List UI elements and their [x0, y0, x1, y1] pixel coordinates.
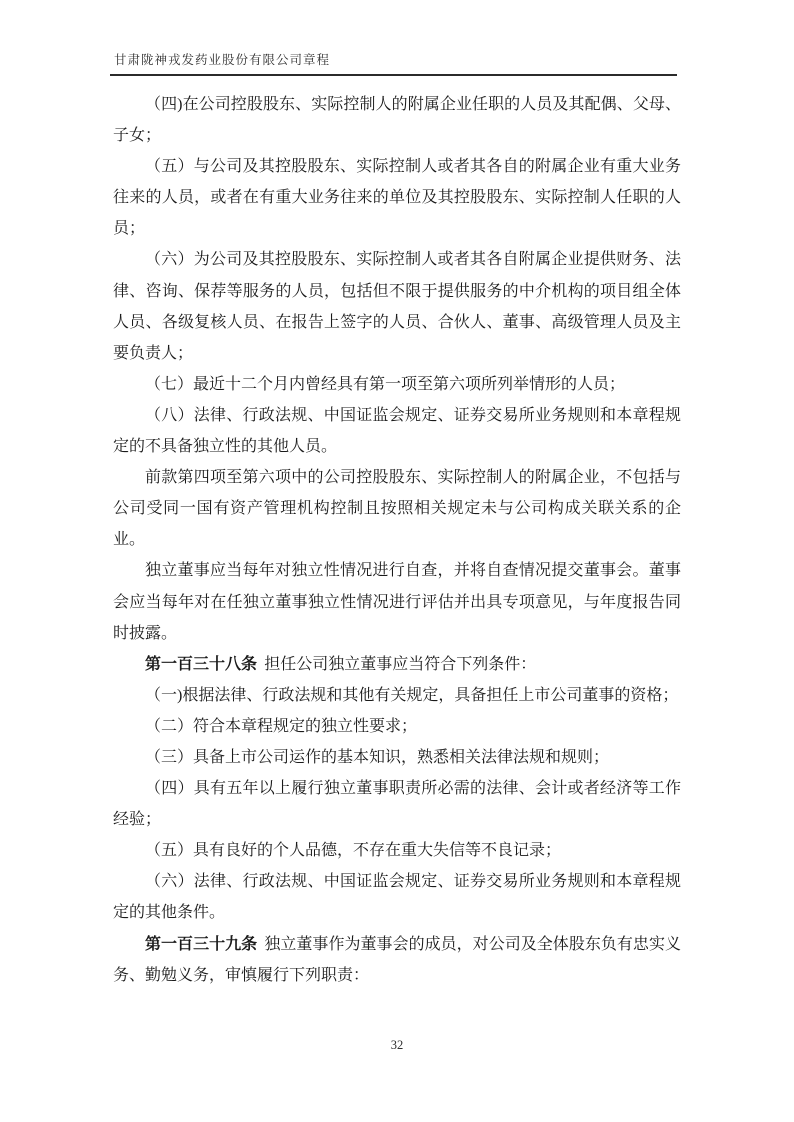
- condition-item-6: （六）法律、行政法规、中国证监会规定、证券交易所业务规则和本章程规定的其他条件。: [113, 873, 681, 922]
- header-title: 甘肃陇神戎发药业股份有限公司章程: [114, 53, 331, 67]
- condition-item-4: （四）具有五年以上履行独立董事职责所必需的法律、会计或者经济等工作经验；: [113, 780, 681, 829]
- paragraph-proviso: 前款第四项至第六项中的公司控股股东、实际控制人的附属企业，不包括与公司受同一国有资产管理机构控制且按照相关规定未与公司构成关联关系的企业。: [113, 469, 681, 549]
- article-number-139: 第一百三十九条: [145, 935, 258, 953]
- page-footer: [0, 1036, 794, 1054]
- paragraph-article-138: [113, 649, 681, 680]
- page-number: 32: [390, 1038, 404, 1052]
- paragraph-item-8: （八）法律、行政法规、中国证监会规定、证券交易所业务规则和本章程规定的不具备独立性的其他人员。: [113, 406, 681, 456]
- condition-item-3: （三）具备上市公司运作的基本知识，熟悉相关法律法规和规则；: [145, 748, 610, 766]
- paragraph-item-5: （五）与公司及其控股股东、实际控制人或者其各自的附属企业有重大业务往来的人员，或者在有重大业务往来的单位及其控股股东、实际控制人任职的人员；: [113, 158, 681, 238]
- paragraph-item-7: （七）最近十二个月内曾经具有第一项至第六项所列举情形的人员；: [145, 375, 626, 393]
- article-number-138: 第一百三十八条: [145, 655, 258, 673]
- paragraph-item-6: （六）为公司及其控股股东、实际控制人或者其各自附属企业提供财务、法律、咨询、保荐等服务的人员，包括但不限于提供服务的中介机构的项目组全体人员、各级复核人员、在报告上签字的人员、合伙人、董事、高级管理人员及主要负责人；: [113, 251, 681, 362]
- paragraph-item-4: （四)在公司控股股东、实际控制人的附属企业任职的人员及其配偶、父母、子女；: [113, 96, 681, 145]
- page-header: [110, 50, 677, 76]
- condition-item-2: （二）符合本章程规定的独立性要求；: [145, 717, 418, 735]
- paragraph-self-check: 独立董事应当每年对独立性情况进行自查，并将自查情况提交董事会。董事会应当每年对在任独立董事独立性情况进行评估并出具专项意见，与年度报告同时披露。: [113, 562, 681, 642]
- document-body: [113, 89, 681, 991]
- condition-item-1: （一)根据法律、行政法规和其他有关规定，具备担任上市公司董事的资格；: [145, 686, 679, 704]
- article-138-text: 担任公司独立董事应当符合下列条件：: [264, 655, 537, 673]
- paragraph-article-139: [113, 929, 681, 991]
- condition-item-5: （五）具有良好的个人品德，不存在重大失信等不良记录；: [145, 842, 562, 860]
- article-139-text: 独立董事作为董事会的成员，对公司及全体股东负有忠实义务、勤勉义务，审慎履行下列职责：: [113, 935, 681, 984]
